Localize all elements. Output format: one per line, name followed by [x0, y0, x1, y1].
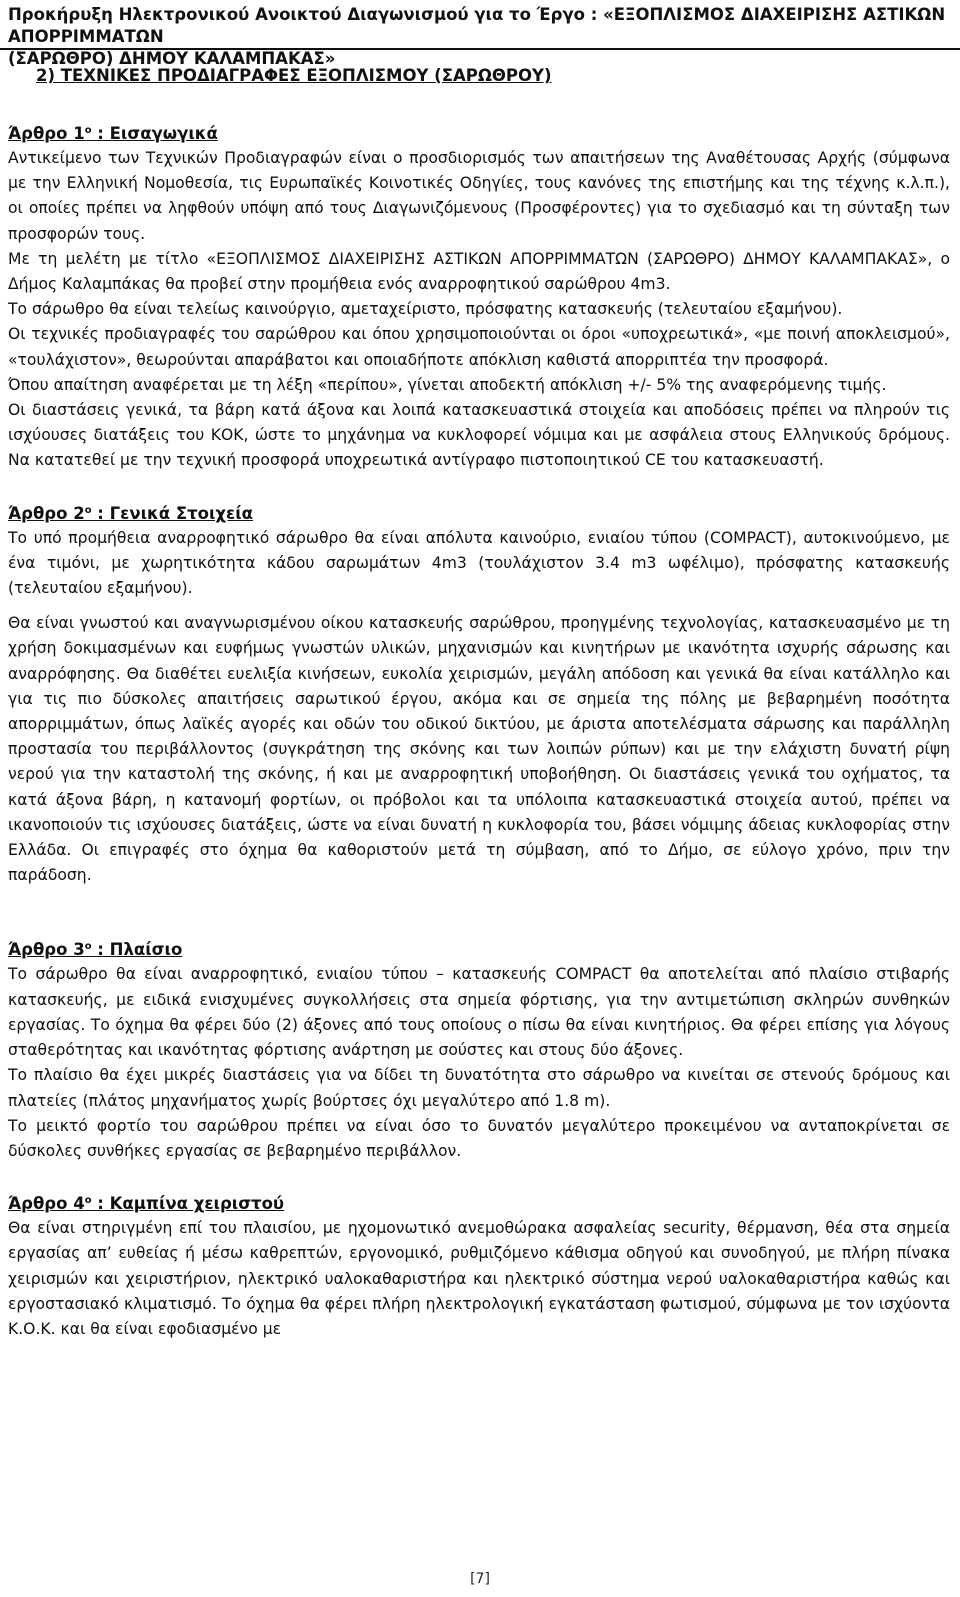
document-body: [8, 64, 950, 1342]
paragraph: Το μεικτό φορτίο του σαρώθρου πρέπει να είναι όσο το δυνατόν μεγαλύτερο προκειμένου να ανταποκρίνεται σε δύσκολες συνθήκες εργασίας σε βεβαρημένο περιβάλλον.: [8, 1116, 950, 1160]
article-2: [8, 498, 950, 889]
header-title-line-2: (ΣΑΡΩΘΡΟ) ΔΗΜΟΥ ΚΑΛΑΜΠΑΚΑΣ»: [8, 49, 336, 68]
article-title: : Πλαίσιο: [91, 940, 183, 960]
paragraph: Το πλαίσιο θα έχει μικρές διαστάσεις για να δίδει τη δυνατότητα στο σάρωθρο να κινείται σε στενούς δρόμους και πλατείες (πλάτος μηχανήματος χωρίς βούρτσες όχι μεγαλύτερο από 1.8 m).: [8, 1066, 950, 1110]
article-label: Άρθρο 2: [8, 503, 85, 523]
article-heading: [8, 1188, 950, 1216]
header-title-line-1: Προκήρυξη Ηλεκτρονικού Ανοικτού Διαγωνισμού για το Έργο : «ΕΞΟΠΛΙΣΜΟΣ ΔΙΑΧΕΙΡΙΣΗΣ ΑΣΤΙΚΩΝ ΑΠΟΡΡΙΜΜΑΤΩΝ: [8, 5, 946, 46]
article-4: [8, 1188, 950, 1342]
article-1: [8, 118, 950, 474]
paragraph: Οι διαστάσεις γενικά, τα βάρη κατά άξονα και λοιπά κατασκευαστικά στοιχεία και αποδόσεις πρέπει να πληρούν τις ισχύουσες διατάξεις του ΚΟΚ, ώστε το μηχάνημα να κυκλοφορεί νόμιμα και με ασφάλεια στους Ελληνικούς δρόμους. Να κατατεθεί με την τεχνική προσφορά υποχρεωτικά αντίγραφο πιστοποιητικού CE του κατασκευαστή.: [8, 401, 950, 470]
article-label: Άρθρο 1: [8, 124, 85, 143]
article-ordinal: ο: [84, 941, 92, 953]
paragraph: Οι τεχνικές προδιαγραφές του σαρώθρου και όπου χρησιμοποιούνται οι όροι «υποχρεωτικά», «με ποινή αποκλεισμού», «τουλάχιστον», θεωρούνται απαράβατοι και οποιαδήποτε απόκλιση καθιστά απορριπτέα την προσφορά.: [8, 325, 950, 369]
paragraph: Αντικείμενο των Τεχνικών Προδιαγραφών είναι ο προσδιορισμός των απαιτήσεων της Αναθέτουσας Αρχής (σύμφωνα με την Ελληνική Νομοθεσία, τις Ευρωπαϊκές Κοινοτικές Οδηγίες, τους κανόνες της επιστήμης και της τέχνης κ.λ.π.), οι οποίες πρέπει να ληφθούν υπόψη από τους Διαγωνιζόμενους (Προσφέροντες) για το σχεδιασμό και τη σύνταξη των προσφορών τους.: [8, 149, 950, 243]
paragraph: Θα είναι στηριγμένη επί του πλαισίου, με ηχομονωτικό ανεμοθώρακα ασφαλείας security, θέρμανση, θέα στα σημεία εργασίας απ’ ευθείας ή μέσω καθρεπτών, εργονομικό, ρυθμιζόμενο κάθισμα οδηγού και συνοδηγού, με πλήρη πίνακα χειρισμών και χειριστήριον, ηλεκτρικό υαλοκαθαριστήρα και ηλεκτρικό σύστημα νερού υαλοκαθαριστήρα καθώς και εργοστασιακό κλιματισμό. Το όχημα θα φέρει πλήρη ηλεκτρολογική εγκατάσταση φωτισμού, σύμφωνα με τον ισχύοντα Κ.Ο.Κ. και θα είναι εφοδιασμένο με: [8, 1219, 950, 1338]
paragraph: Όπου απαίτηση αναφέρεται με τη λέξη «περίπου», γίνεται αποδεκτή απόκλιση +/- 5% της αναφερόμενης τιμής.: [8, 375, 887, 394]
article-label: Άρθρο 3: [8, 940, 85, 960]
page-number: [7]: [470, 1571, 490, 1587]
article-heading: [8, 934, 950, 962]
article-title: : Γενικά Στοιχεία: [91, 503, 253, 523]
article-label: Άρθρο 4: [8, 1194, 85, 1214]
section-title: 2) ΤΕΧΝΙΚΕΣ ΠΡΟΔΙΑΓΡΑΦΕΣ ΕΞΟΠΛΙΣΜΟΥ (ΣΑΡΩΘΡΟΥ): [36, 66, 552, 85]
article-ordinal: ο: [84, 504, 92, 516]
article-heading: [8, 498, 950, 526]
article-ordinal: ο: [84, 1195, 92, 1207]
running-header: [0, 0, 960, 68]
article-ordinal: ο: [84, 125, 92, 136]
paragraph: Με τη μελέτη με τίτλο «ΕΞΟΠΛΙΣΜΟΣ ΔΙΑΧΕΙΡΙΣΗΣ ΑΣΤΙΚΩΝ ΑΠΟΡΡΙΜΜΑΤΩΝ (ΣΑΡΩΘΡΟ) ΔΗΜΟΥ ΚΑΛΑΜΠΑΚΑΣ», ο Δήμος Καλαμπάκας θα προβεί στην προμήθεια ενός αναρροφητικού σαρώθρου 4m3.: [8, 249, 950, 294]
article-title: : Εισαγωγικά: [91, 124, 218, 143]
paragraph: Θα είναι γνωστού και αναγνωρισμένου οίκου κατασκευής σαρώθρου, προηγμένης τεχνολογίας, κατασκευασμένο με τη χρήση δοκιμασμένων και ευφήμως γνωστών υλικών, μηχανισμών και κινητήρων με ικανότητα ισχυρής σάρωσης και αναρρόφησης. Θα διαθέτει ευελιξία κινήσεων, ευκολία χειρισμών, μεγάλη απόδοση και γενικά θα είναι κατάλληλο και για τις πιο δύσκολες απαιτήσεις σαρωτικού έργου, ακόμα και σε σημεία της πόλης με βεβαρημένη ποσότητα απορριμμάτων, όπως λαϊκές αγορές και οδών του οδικού δικτύου, με άριστα αποτελέσματα σάρωσης και παράλληλη προστασία του περιβάλλοντος (συγκράτηση της σκόνης και των λοιπών ρύπων) και με την ελάχιστη δυνατή ρίψη νερού για την καταστολή της σκόνης, ή και με αναρροφητική υποβοήθηση. Οι διαστάσεις γενικά του οχήματος, τα κατά άξονα βάρη, η κατανομή φορτίων, οι πρόβολοι και τα υπόλοιπα κατασκευαστικά στοιχεία αυτού, πρέπει να ικανοποιούν τις ισχύουσες διατάξεις, ώστε να είναι δυνατή η κυκλοφορία του, βάσει νόμιμης άδειας κυκλοφορίας στην Ελλάδα. Οι επιγραφές στο όχημα θα καθοριστούν μετά τη σύμβαση, από το Δήμο, σε εύλογο χρόνο, πριν την παράδοση.: [8, 614, 950, 885]
paragraph: Το σάρωθρο θα είναι τελείως καινούργιο, αμεταχείριστο, πρόσφατης κατασκευής (τελευταίου εξαμήνου).: [8, 300, 843, 319]
article-title: : Καμπίνα χειριστού: [91, 1194, 285, 1214]
article-3: [8, 934, 950, 1164]
paragraph: Το υπό προμήθεια αναρροφητικό σάρωθρο θα είναι απόλυτα καινούριο, ενιαίου τύπου (COMPACT), αυτοκινούμενο, με ένα τιμόνι, με χωρητικότητα κάδου σαρωμάτων 4m3 (τουλάχιστον 3.4 m3 ωφέλιμο), πρόσφατης κατασκευής (τελευταίου εξαμήνου).: [8, 528, 950, 598]
article-heading: [8, 118, 950, 146]
paragraph: Το σάρωθρο θα είναι αναρροφητικό, ενιαίου τύπου – κατασκευής COMPACT θα αποτελείται από πλαίσιο στιβαρής κατασκευής, με ειδικά ενισχυμένες συγκολλήσεις στα σημεία φόρτισης, για την αντιμετώπιση σκληρών συνθηκών εργασίας. Το όχημα θα φέρει δύο (2) άξονες από τους οποίους ο πίσω θα είναι κινητήριος. Θα φέρει επίσης για λόγους σταθερότητας και ικανότητας φόρτισης ανάρτηση με σούστες και στους δύο άξονες.: [8, 965, 950, 1060]
